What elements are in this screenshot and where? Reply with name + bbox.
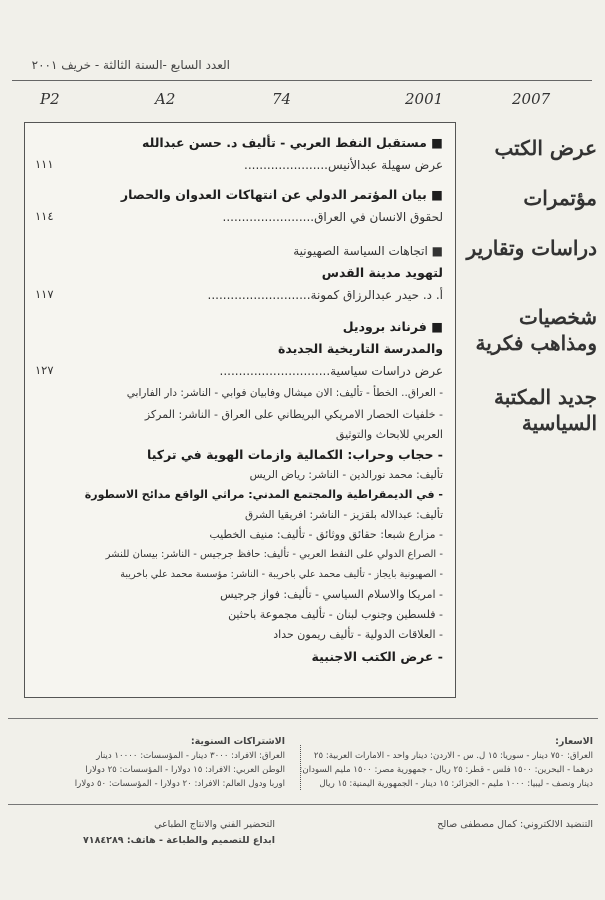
- prices-line: درهما - البحرين: ١٥٠٠ فلس - قطر: ٢٥ ريال - جمهورية مصر: ١٥٠٠ مليم السودان:: [299, 765, 593, 775]
- table-of-contents: [24, 122, 456, 698]
- handwritten-note: P2: [40, 90, 60, 108]
- book-entry-detail: تأليف: محمد نورالدين - الناشر: رياض الريس: [249, 469, 443, 481]
- toc-entry-author: عرض دراسات سياسية.............................: [219, 364, 443, 378]
- prices-title: الاسعار:: [555, 736, 593, 747]
- handwritten-note: 2007: [512, 90, 551, 108]
- book-entry: - في الديمقراطية والمجتمع المدني: مراثي الواقع مدائح الاسطورة: [84, 488, 443, 501]
- section-political-library: جديد المكتبة السياسية: [494, 385, 597, 435]
- top-rule: [12, 80, 592, 81]
- prices-line: العراق: ٧٥٠ دينار - سوريا: ١٥ ل. س - الاردن: دينار واحد - الامارات العربية: ٢٥: [313, 751, 593, 761]
- subscriptions-line: اوربا ودول العالم: الافراد: ٢٠ دولارا - المؤسسات: ٥٠ دولارا: [74, 779, 285, 789]
- printer-credit: ابداع للتصميم والطباعة - هاتف: ٧١٨٤٢٨٩: [82, 835, 275, 846]
- page-number: ١٢٧: [35, 363, 54, 377]
- book-entry: - حجاب وحراب: الكمالية وازمات الهوية في تركيا: [147, 447, 443, 462]
- toc-entry-title: ■ فرناند بروديل: [342, 319, 443, 334]
- subscriptions-line: العراق: الافراد: ٣٠٠٠ دينار - المؤسسات: ١٠٠٠٠ دينار: [96, 751, 285, 761]
- section-book-reviews: عرض الكتب: [494, 136, 597, 160]
- page-number: ١١٧: [35, 287, 54, 301]
- footer-rule: [8, 804, 598, 805]
- handwritten-note: A2: [155, 90, 176, 108]
- book-entry: - خلفيات الحصار الامريكي البريطاني على العراق - الناشر: المركز: [144, 408, 443, 421]
- section-conferences: مؤتمرات: [523, 186, 597, 210]
- toc-entry-title: ■ اتجاهات السياسة الصهيونية: [293, 244, 443, 258]
- page-number: ١١٤: [35, 209, 54, 223]
- toc-entry-author: أ. د. حيدر عبدالرزاق كمونة...........................: [207, 288, 443, 302]
- handwritten-note: 74: [272, 90, 292, 108]
- book-entry: - الصراع الدولي على النفط العربي - تأليف: حافظ جرجيس - الناشر: بيسان للنشر: [105, 549, 443, 560]
- typesetting-credit: التنضيد الالكتروني: كمال مصطفى صالح: [437, 819, 593, 830]
- toc-entry-author: عرض سهيلة عبدالأنيس......................: [244, 158, 443, 172]
- book-entry-detail: العربي للابحاث والتوثيق: [335, 428, 443, 441]
- toc-entry-title: ■ بيان المؤتمر الدولي عن انتهاكات العدوان والحصار: [120, 187, 443, 202]
- column-divider: [300, 745, 301, 790]
- book-entry-detail: تأليف: عبدالاله بلقزيز - الناشر: افريقيا الشرق: [245, 509, 443, 521]
- toc-entry-title: لحقوق الانسان في العراق........................: [222, 210, 443, 224]
- subscriptions-line: الوطن العربي: الافراد: ١٥ دولارا - المؤسسات: ٢٥ دولارا: [85, 765, 285, 775]
- section-studies-reports: دراسات وتقارير: [466, 236, 597, 260]
- page-number: ١١١: [35, 157, 54, 171]
- book-entry: - امريكا والاسلام السياسي - تأليف: فواز جرجيس: [220, 588, 443, 601]
- production-credit: التحضير الفني والانتاج الطباعي: [154, 819, 275, 830]
- issue-info: العدد السابع -السنة الثالثة - خريف ٢٠٠١: [31, 58, 230, 72]
- handwritten-note: 2001: [405, 90, 444, 108]
- divider-rule: [8, 718, 598, 719]
- section-personalities: شخصيات ومذاهب فكرية: [475, 305, 597, 355]
- subscriptions-title: الاشتراكات السنوية:: [190, 736, 285, 747]
- book-entry: - مزارع شبعا: حقائق ووثائق - تأليف: منيف الخطيب: [209, 528, 443, 541]
- book-entry: - فلسطين وجنوب لبنان - تأليف مجموعة باحثين: [228, 608, 443, 621]
- book-entry: - العلاقات الدولية - تأليف ريمون حداد: [273, 628, 443, 641]
- book-entry: - العراق.. الخطأ - تأليف: الان ميشال وفابيان فوابي - الناشر: دار الفارابي: [126, 387, 443, 399]
- book-entry: - الصهيونية بايجاز - تأليف محمد علي باخريبة - الناشر: مؤسسة محمد علي باخريبة: [120, 569, 443, 580]
- toc-entry-title: ■ مستقبل النفط العربي - تأليف د. حسن عبدالله: [142, 135, 443, 150]
- book-entry: - عرض الكتب الاجنبية: [311, 649, 443, 664]
- toc-entry-title: لتهويد مدينة القدس: [321, 265, 443, 280]
- toc-entry-title: والمدرسة التاريخية الجديدة: [278, 341, 443, 356]
- prices-line: دينار ونصف - ليبيا: ١٠٠٠ مليم - الجزائر: ١٥ دينار - الجمهورية اليمنية: ١٥ ريال: [319, 779, 593, 789]
